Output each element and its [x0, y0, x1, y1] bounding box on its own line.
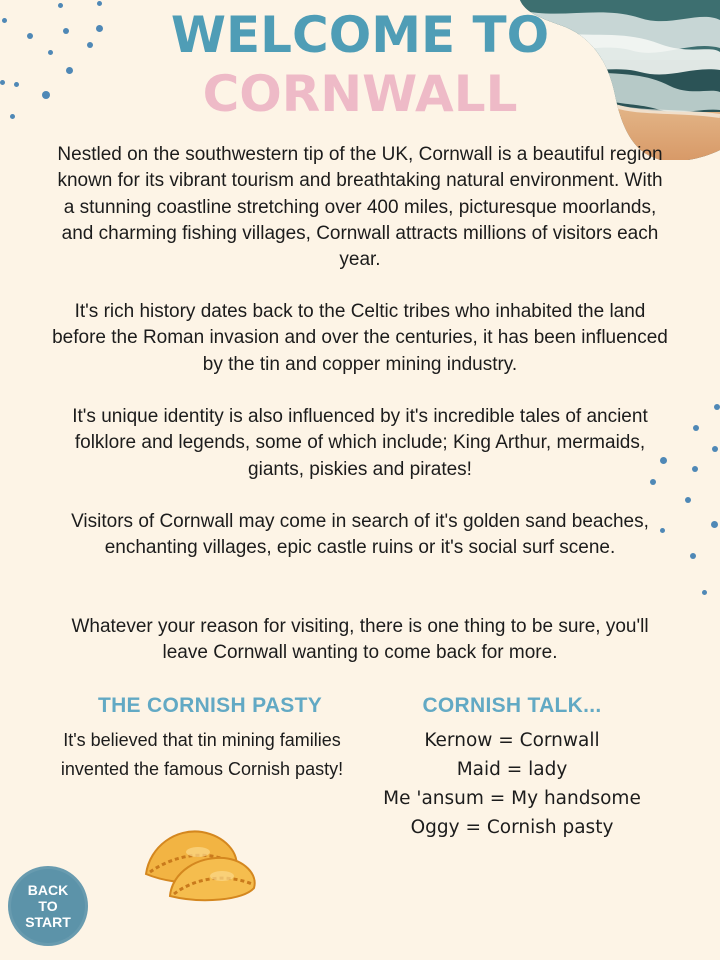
cornish-talk-list	[362, 726, 662, 842]
pasty-heading: THE CORNISH PASTY	[97, 694, 323, 717]
dot	[692, 466, 698, 472]
history-paragraph: It's rich history dates back to the Celtic tribes who inhabited the land before the Roman invasion and over the centuries, it has been influenced by the tin and copper mining industry.	[52, 301, 668, 375]
dot	[702, 590, 707, 595]
closing-paragraph: Whatever your reason for visiting, there is one thing to be sure, you'll leave Cornwall wanting to come back for more.	[71, 616, 649, 664]
intro-paragraph: Nestled on the southwestern tip of the UK, Cornwall is a beautiful region known for its vibrant tourism and breathtaking natural environment. With a stunning coastline stretching over 400 miles, picturesque moorlands, and charming fishing villages, Cornwall attracts millions of visitors each year.	[57, 144, 663, 271]
dot	[685, 497, 691, 503]
back-to-start-button[interactable]	[8, 866, 88, 946]
list-item: Maid = lady	[456, 759, 568, 780]
dot	[97, 1, 102, 6]
dot	[714, 404, 720, 410]
list-item: Kernow = Cornwall	[424, 730, 600, 751]
list-item: Me 'ansum = My handsome	[383, 788, 641, 809]
page-title-line1: WELCOME TO	[170, 6, 550, 64]
dot	[690, 553, 696, 559]
cornish-pasty-icon	[140, 818, 260, 904]
dot	[58, 3, 63, 8]
page-title-line2: CORNWALL	[202, 65, 518, 123]
pasty-text: It's believed that tin mining families invented the famous Cornish pasty!	[60, 730, 344, 779]
dot	[712, 446, 718, 452]
list-item: Oggy = Cornish pasty	[410, 817, 614, 838]
dot	[711, 521, 718, 528]
visitors-paragraph: Visitors of Cornwall may come in search of it's golden sand beaches, enchanting villages, epic castle ruins or it's social surf scene.	[71, 511, 649, 559]
dot	[693, 425, 699, 431]
cornish-talk-heading: CORNISH TALK...	[422, 694, 602, 717]
back-button-line1: BACK TO	[27, 882, 69, 914]
back-button-line2: START	[25, 914, 71, 930]
folklore-paragraph: It's unique identity is also influenced by it's incredible tales of ancient folklore and legends, some of which include; King Arthur, mermaids, giants, piskies and pirates!	[72, 406, 648, 480]
